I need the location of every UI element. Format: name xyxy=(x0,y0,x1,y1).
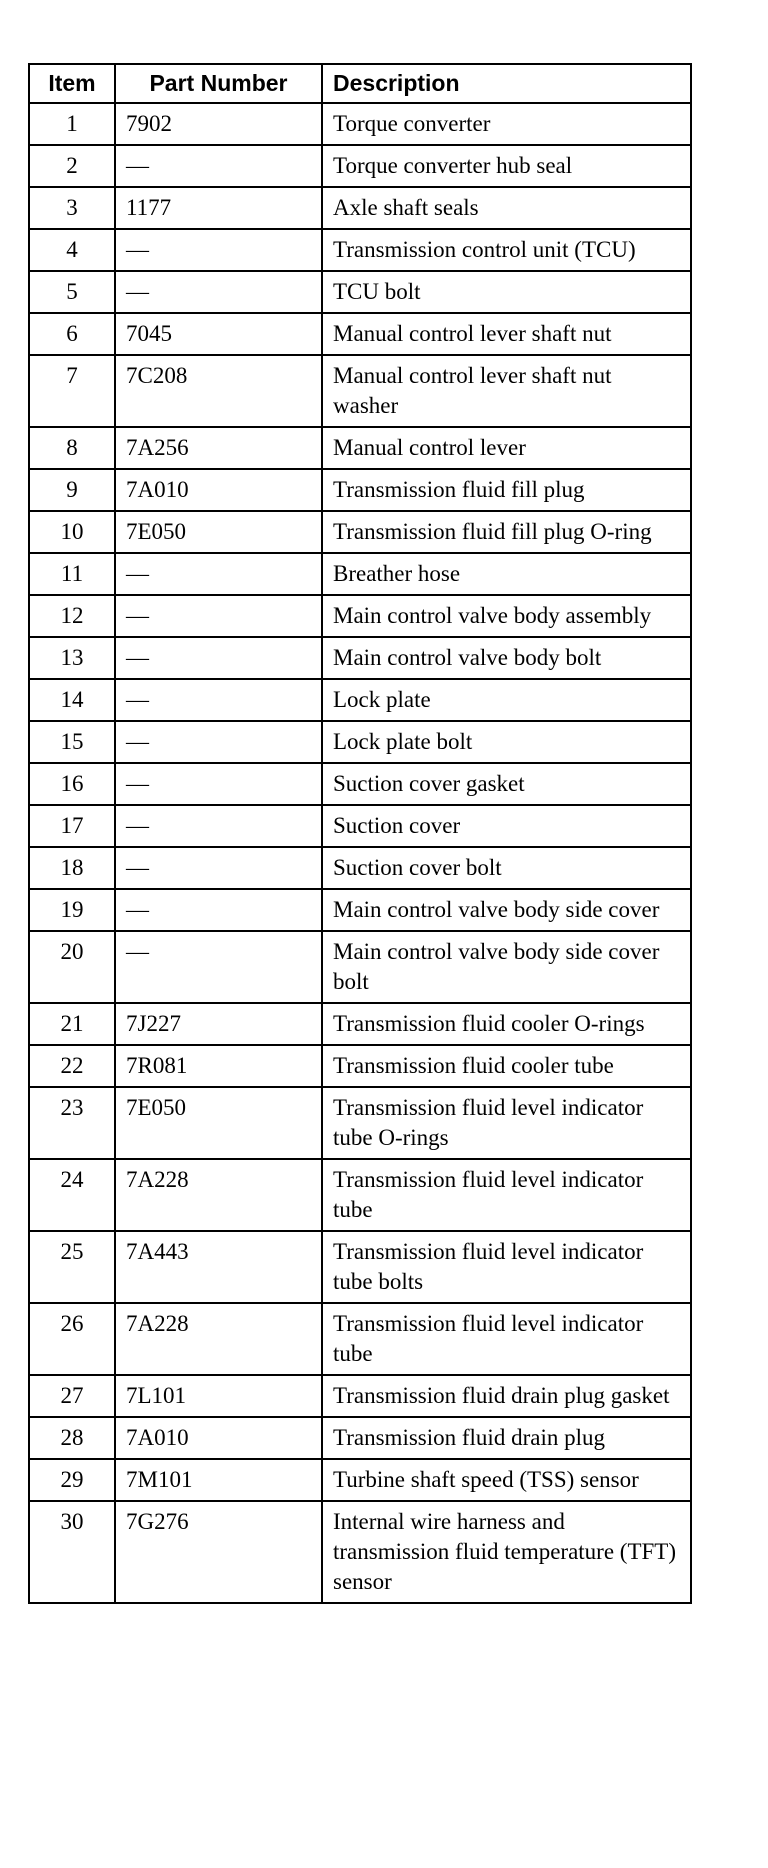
part-number-cell: — xyxy=(115,145,322,187)
item-cell: 2 xyxy=(29,145,115,187)
part-number-cell: 7L101 xyxy=(115,1375,322,1417)
table-row xyxy=(29,229,691,271)
item-cell: 12 xyxy=(29,595,115,637)
table-row xyxy=(29,1087,691,1159)
description-cell: Suction cover bolt xyxy=(322,847,691,889)
description-cell: Transmission fluid level indicator tube O-rings xyxy=(322,1087,691,1159)
parts-table xyxy=(28,63,692,1604)
description-cell: Manual control lever shaft nut washer xyxy=(322,355,691,427)
item-cell: 7 xyxy=(29,355,115,427)
part-number-cell: — xyxy=(115,229,322,271)
table-row xyxy=(29,721,691,763)
table-row xyxy=(29,1231,691,1303)
description-cell: Main control valve body side cover xyxy=(322,889,691,931)
description-cell: Manual control lever xyxy=(322,427,691,469)
description-cell: Transmission fluid level indicator tube xyxy=(322,1303,691,1375)
part-number-cell: 7A228 xyxy=(115,1303,322,1375)
table-row xyxy=(29,847,691,889)
item-cell: 27 xyxy=(29,1375,115,1417)
part-number-cell: 7A010 xyxy=(115,469,322,511)
part-number-cell: — xyxy=(115,553,322,595)
part-number-cell: — xyxy=(115,931,322,1003)
part-number-cell: 7A256 xyxy=(115,427,322,469)
description-cell: Transmission fluid cooler tube xyxy=(322,1045,691,1087)
table-row xyxy=(29,1459,691,1501)
table-header-row xyxy=(29,64,691,103)
item-cell: 28 xyxy=(29,1417,115,1459)
description-cell: Lock plate xyxy=(322,679,691,721)
part-number-cell: 7045 xyxy=(115,313,322,355)
item-cell: 10 xyxy=(29,511,115,553)
part-number-cell: 7M101 xyxy=(115,1459,322,1501)
part-number-cell: — xyxy=(115,721,322,763)
item-cell: 29 xyxy=(29,1459,115,1501)
part-number-cell: 7A228 xyxy=(115,1159,322,1231)
table-row xyxy=(29,1501,691,1603)
description-cell: Internal wire harness and transmission fluid temperature (TFT) sensor xyxy=(322,1501,691,1603)
table-row xyxy=(29,595,691,637)
description-cell: Transmission fluid fill plug xyxy=(322,469,691,511)
description-cell: Suction cover gasket xyxy=(322,763,691,805)
table-row xyxy=(29,511,691,553)
part-number-cell: 7A010 xyxy=(115,1417,322,1459)
description-cell: Breather hose xyxy=(322,553,691,595)
item-cell: 4 xyxy=(29,229,115,271)
description-cell: Lock plate bolt xyxy=(322,721,691,763)
item-cell: 21 xyxy=(29,1003,115,1045)
description-cell: Suction cover xyxy=(322,805,691,847)
table-row xyxy=(29,889,691,931)
description-cell: Transmission fluid level indicator tube xyxy=(322,1159,691,1231)
description-cell: Main control valve body bolt xyxy=(322,637,691,679)
item-cell: 11 xyxy=(29,553,115,595)
item-cell: 24 xyxy=(29,1159,115,1231)
item-cell: 26 xyxy=(29,1303,115,1375)
part-number-cell: — xyxy=(115,637,322,679)
description-cell: Turbine shaft speed (TSS) sensor xyxy=(322,1459,691,1501)
description-cell: Transmission fluid level indicator tube bolts xyxy=(322,1231,691,1303)
table-row xyxy=(29,1375,691,1417)
item-cell: 30 xyxy=(29,1501,115,1603)
table-row xyxy=(29,187,691,229)
part-number-cell: 7E050 xyxy=(115,1087,322,1159)
part-number-cell: — xyxy=(115,805,322,847)
part-number-cell: 7R081 xyxy=(115,1045,322,1087)
part-number-cell: — xyxy=(115,595,322,637)
description-cell: Transmission fluid cooler O-rings xyxy=(322,1003,691,1045)
table-row xyxy=(29,1303,691,1375)
part-number-cell: — xyxy=(115,889,322,931)
table-row xyxy=(29,553,691,595)
part-number-cell: 7G276 xyxy=(115,1501,322,1603)
header-item: Item xyxy=(29,64,115,103)
table-row xyxy=(29,1417,691,1459)
description-cell: Transmission fluid drain plug gasket xyxy=(322,1375,691,1417)
header-description: Description xyxy=(322,64,691,103)
item-cell: 15 xyxy=(29,721,115,763)
item-cell: 18 xyxy=(29,847,115,889)
description-cell: Axle shaft seals xyxy=(322,187,691,229)
description-cell: TCU bolt xyxy=(322,271,691,313)
item-cell: 13 xyxy=(29,637,115,679)
part-number-cell: — xyxy=(115,847,322,889)
part-number-cell: 7902 xyxy=(115,103,322,145)
description-cell: Transmission fluid drain plug xyxy=(322,1417,691,1459)
table-row xyxy=(29,1159,691,1231)
description-cell: Transmission control unit (TCU) xyxy=(322,229,691,271)
header-part-number: Part Number xyxy=(115,64,322,103)
item-cell: 8 xyxy=(29,427,115,469)
table-row xyxy=(29,427,691,469)
table-row xyxy=(29,103,691,145)
table-row xyxy=(29,355,691,427)
description-cell: Torque converter hub seal xyxy=(322,145,691,187)
table-row xyxy=(29,469,691,511)
item-cell: 22 xyxy=(29,1045,115,1087)
table-row xyxy=(29,805,691,847)
item-cell: 16 xyxy=(29,763,115,805)
item-cell: 9 xyxy=(29,469,115,511)
item-cell: 25 xyxy=(29,1231,115,1303)
table-row xyxy=(29,637,691,679)
table-row xyxy=(29,1045,691,1087)
part-number-cell: 1177 xyxy=(115,187,322,229)
part-number-cell: — xyxy=(115,763,322,805)
item-cell: 3 xyxy=(29,187,115,229)
part-number-cell: 7E050 xyxy=(115,511,322,553)
description-cell: Main control valve body side cover bolt xyxy=(322,931,691,1003)
description-cell: Main control valve body assembly xyxy=(322,595,691,637)
table-body xyxy=(29,103,691,1603)
item-cell: 5 xyxy=(29,271,115,313)
description-cell: Transmission fluid fill plug O-ring xyxy=(322,511,691,553)
part-number-cell: 7J227 xyxy=(115,1003,322,1045)
item-cell: 1 xyxy=(29,103,115,145)
part-number-cell: — xyxy=(115,679,322,721)
item-cell: 6 xyxy=(29,313,115,355)
table-row xyxy=(29,271,691,313)
table-row xyxy=(29,931,691,1003)
table-row xyxy=(29,679,691,721)
item-cell: 14 xyxy=(29,679,115,721)
item-cell: 17 xyxy=(29,805,115,847)
item-cell: 23 xyxy=(29,1087,115,1159)
description-cell: Manual control lever shaft nut xyxy=(322,313,691,355)
part-number-cell: — xyxy=(115,271,322,313)
description-cell: Torque converter xyxy=(322,103,691,145)
table-row xyxy=(29,145,691,187)
item-cell: 19 xyxy=(29,889,115,931)
table-row xyxy=(29,313,691,355)
part-number-cell: 7A443 xyxy=(115,1231,322,1303)
table-row xyxy=(29,763,691,805)
part-number-cell: 7C208 xyxy=(115,355,322,427)
item-cell: 20 xyxy=(29,931,115,1003)
table-row xyxy=(29,1003,691,1045)
